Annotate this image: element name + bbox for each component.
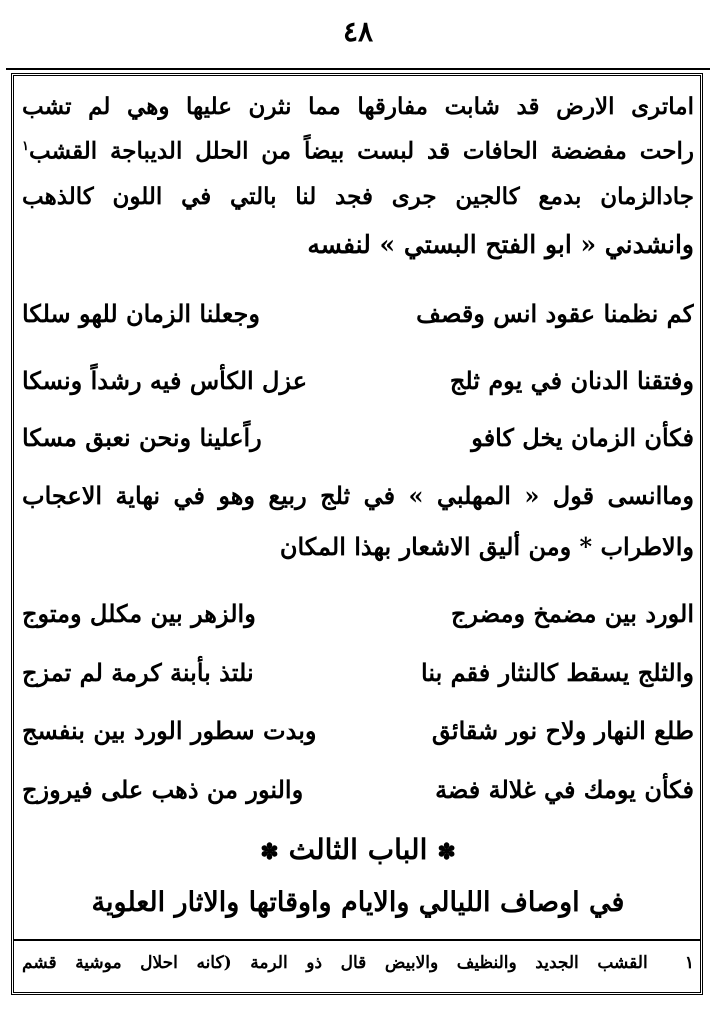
verse-row	[22, 707, 694, 755]
chapter-title: الباب الثالث	[288, 833, 428, 866]
verse-row	[22, 290, 694, 338]
text-line-2-content: راحت مفضضة الحافات قد لبست بيضاً من الحلل الديباجة القشب	[28, 137, 694, 165]
chapter-subtitle: في اوصاف الليالي والايام واوقاتها والاثار العلوية	[91, 887, 625, 918]
verse-hemistich-right: الورد بين مضمخ ومضرج	[451, 599, 694, 628]
verse-row	[22, 649, 694, 697]
chapter-heading	[0, 828, 716, 872]
verse-hemistich-left: عزل الكأس فيه رشداً ونسكا	[22, 366, 308, 395]
text-line-2	[22, 128, 694, 166]
verse-row	[22, 766, 694, 814]
verse-hemistich-right: والثلج يسقط كالنثار فقم بنا	[421, 658, 694, 687]
verse-hemistich-right: وفتقنا الدنان في يوم ثلج	[449, 366, 694, 395]
page-number: ٤٨	[342, 15, 374, 48]
verse-row	[22, 414, 694, 462]
verse-hemistich-right: فكأن يومك في غلالة فضة	[435, 775, 694, 804]
text-line-3: جادالزمان بدمع كالجين جرى فجد لنا بالتي في اللون كالذهب	[22, 183, 694, 210]
footnote-text: القشب الجديد والنظيف والابيض قال ذو الرمة (كانه احلال موشية قشم	[22, 953, 648, 973]
verse-hemistich-right: فكأن الزمان يخل كافو	[471, 423, 694, 452]
footnote	[22, 946, 694, 980]
verse-hemistich-left: والنور من ذهب على فيروزج	[22, 775, 304, 804]
footnote-number: ١	[684, 953, 694, 973]
verse-hemistich-left: راًعلينا ونحن نعبق مسكا	[22, 423, 262, 452]
verse-hemistich-left: والزهر بين مكلل ومتوج	[22, 599, 256, 628]
verse-row	[22, 357, 694, 405]
verse-hemistich-right: كم نظمنا عقود انس وقصف	[416, 299, 694, 328]
footnote-divider	[14, 939, 700, 941]
header-rule	[6, 68, 710, 70]
verse-hemistich-left: وبدت سطور الورد بين بنفسج	[22, 716, 317, 745]
prose-line-1: وماانسى قول « المهلبي » في ثلج ربيع وهو في نهاية الاعجاب	[22, 481, 694, 510]
verse-hemistich-left: نلتذ بأبنة كرمة لم تمزج	[22, 658, 254, 687]
verse-row	[22, 590, 694, 638]
poem-heading-busti: وانشدني « ابو الفتح البستي » لنفسه	[307, 230, 694, 259]
verse-hemistich-right: طلع النهار ولاح نور شقائق	[431, 716, 694, 745]
ornament-left: ✽	[260, 839, 279, 865]
text-line-1: اماترى الارض قد شابت مفارقها مما نثرن عليها وهي لم تشب	[22, 93, 694, 120]
footnote-marker: ١	[22, 139, 29, 154]
verse-hemistich-left: وجعلنا الزمان للهو سلكا	[22, 299, 260, 328]
ornament-right: ✽	[437, 839, 456, 865]
prose-line-2: والاطراب * ومن أليق الاشعار بهذا المكان	[279, 532, 694, 561]
